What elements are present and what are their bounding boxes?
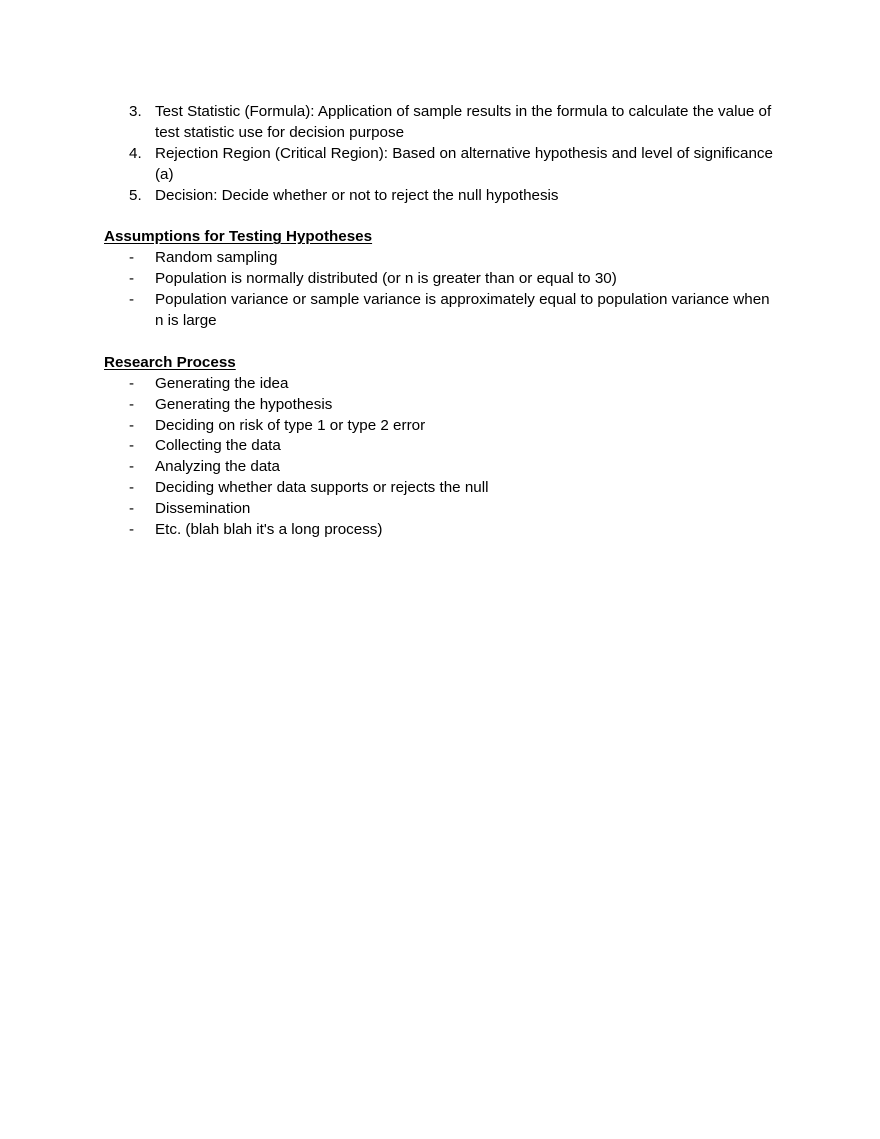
list-item [104,374,774,395]
list-marker: - [129,291,135,309]
list-item [104,186,774,207]
list-item-text: Test Statistic (Formula): Application of sample results in the formula to calculate the value of test statistic use for decision purpose [155,103,772,141]
list-item [104,457,774,478]
list-item-text: Analyzing the data [155,458,280,476]
list-marker: - [129,249,135,267]
list-marker: - [129,270,135,288]
list-item-text: Deciding on risk of type 1 or type 2 error [155,416,426,434]
list-item-text: Dissemination [155,500,251,518]
list-item [104,290,774,332]
list-item-text: Population variance or sample variance is approximately equal to population variance when n is large [155,291,770,330]
list-item-text: Random sampling [155,249,278,267]
list-item [104,144,774,186]
list-item-text: Deciding whether data supports or rejects the null [155,479,489,497]
list-marker: - [129,500,135,518]
list-marker: - [129,521,135,539]
list-item-text: Generating the hypothesis [155,395,333,413]
list-item [104,416,774,437]
assumptions-list [104,248,774,332]
list-marker: - [129,374,135,392]
paragraph-spacer [104,332,774,353]
research-process-heading: Research Process [104,353,236,371]
list-item [104,395,774,416]
paragraph-spacer [104,207,774,228]
list-item-text: Population is normally distributed (or n is greater than or equal to 30) [155,270,617,288]
list-marker: 5. [129,186,142,204]
list-item-text: Etc. (blah blah it's a long process) [155,521,383,539]
list-item [104,478,774,499]
list-marker: 4. [129,144,142,162]
list-marker: - [129,479,135,497]
research-process-list [104,374,774,541]
list-item-text: Collecting the data [155,437,281,455]
list-item [104,436,774,457]
list-marker: - [129,437,135,455]
list-item [104,248,774,269]
list-item-text: Rejection Region (Critical Region): Based on alternative hypothesis and level of significance (a) [155,144,773,183]
list-item [104,499,774,520]
list-marker: 3. [129,103,142,120]
list-marker: - [129,395,135,413]
list-item-text: Generating the idea [155,374,289,392]
numbered-list [104,102,774,207]
list-marker: - [129,458,135,476]
document-content [104,102,774,541]
list-item [104,520,774,541]
list-item-text: Decision: Decide whether or not to reject the null hypothesis [155,186,559,204]
list-item [104,102,774,144]
list-item [104,269,774,290]
list-marker: - [129,416,135,434]
assumptions-heading: Assumptions for Testing Hypotheses [104,228,373,246]
